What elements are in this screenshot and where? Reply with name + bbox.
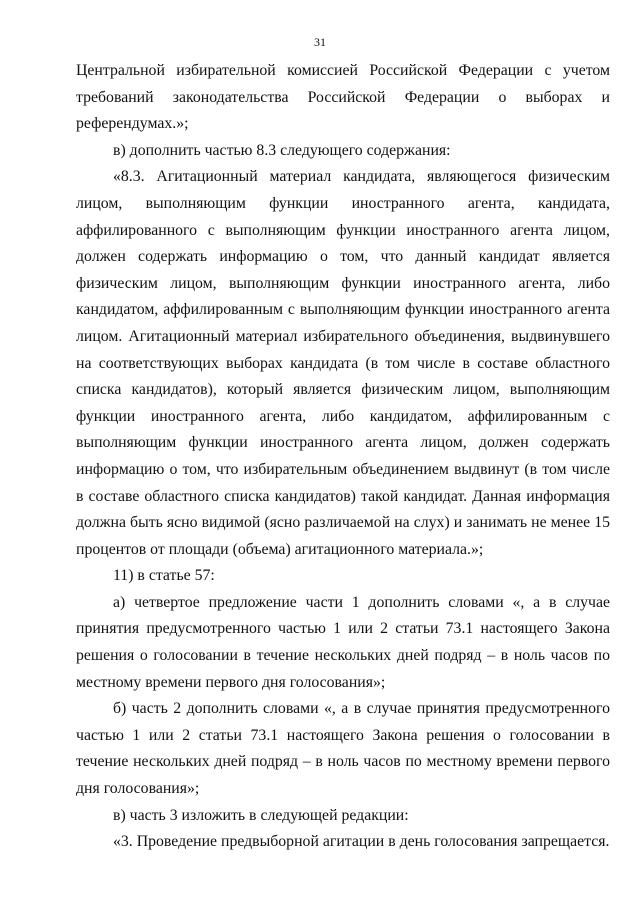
paragraph-item-11: 11) в статье 57: bbox=[113, 567, 215, 585]
document-body bbox=[76, 58, 610, 856]
paragraph-item-v: в) дополнить частью 8.3 следующего содержания: bbox=[113, 141, 451, 159]
paragraph-item-b: б) часть 2 дополнить словами «, а в случае принятия предусмотренного частью 1 или 2 статьи 73.1 настоящего Закона решения о голосовании в течение нескольких дней подряд – в ноль часов по местному времени первого дня голосования»; bbox=[76, 700, 610, 798]
paragraph-part-8-3: «8.3. Агитационный материал кандидата, являющегося физическим лицом, выполняющим функции иностранного агента, кандидата, аффилированного с выполняющим функции иностранного агента лицом, должен содержать информацию о том, что данный кандидат является физическим лицом, выполняющим функции иностранного агента, либо кандидатом, аффилированным с выполняющим функции иностранного агента лицом. Агитационный материал избирательного объединения, выдвинувшего на соответствующих выборах кандидата (в том числе в составе областного списка кандидатов), который является физическим лицом, выполняющим функции иностранного агента, либо кандидатом, аффилированным с выполняющим функции иностранного агента лицом, должен содержать информацию о том, что избирательным объединением выдвинут (в том числе в составе областного списка кандидатов) такой кандидат. Данная информация должна быть ясно видимой (ясно различаемой на слух) и занимать не менее 15 процентов от площади (объема) агитационного материала.»; bbox=[76, 168, 610, 558]
paragraph-item-a: а) четвертое предложение части 1 дополнить словами «, а в случае принятия предусмотренного частью 1 или 2 статьи 73.1 настоящего Закона решения о голосовании в течение нескольких дней подряд – в ноль часов по местному времени первого дня голосования»; bbox=[76, 593, 610, 691]
page-number: 31 bbox=[314, 35, 326, 49]
paragraph-part-3-text: «3. Проведение предвыборной агитации в день голосования запрещается. bbox=[113, 833, 610, 851]
paragraph-continuation: Центральной избирательной комиссией Российской Федерации с учетом требований законодательства Российской Федерации о выборах и референдумах.»; bbox=[76, 62, 610, 133]
paragraph-item-v-part-3: в) часть 3 изложить в следующей редакции: bbox=[113, 806, 409, 824]
